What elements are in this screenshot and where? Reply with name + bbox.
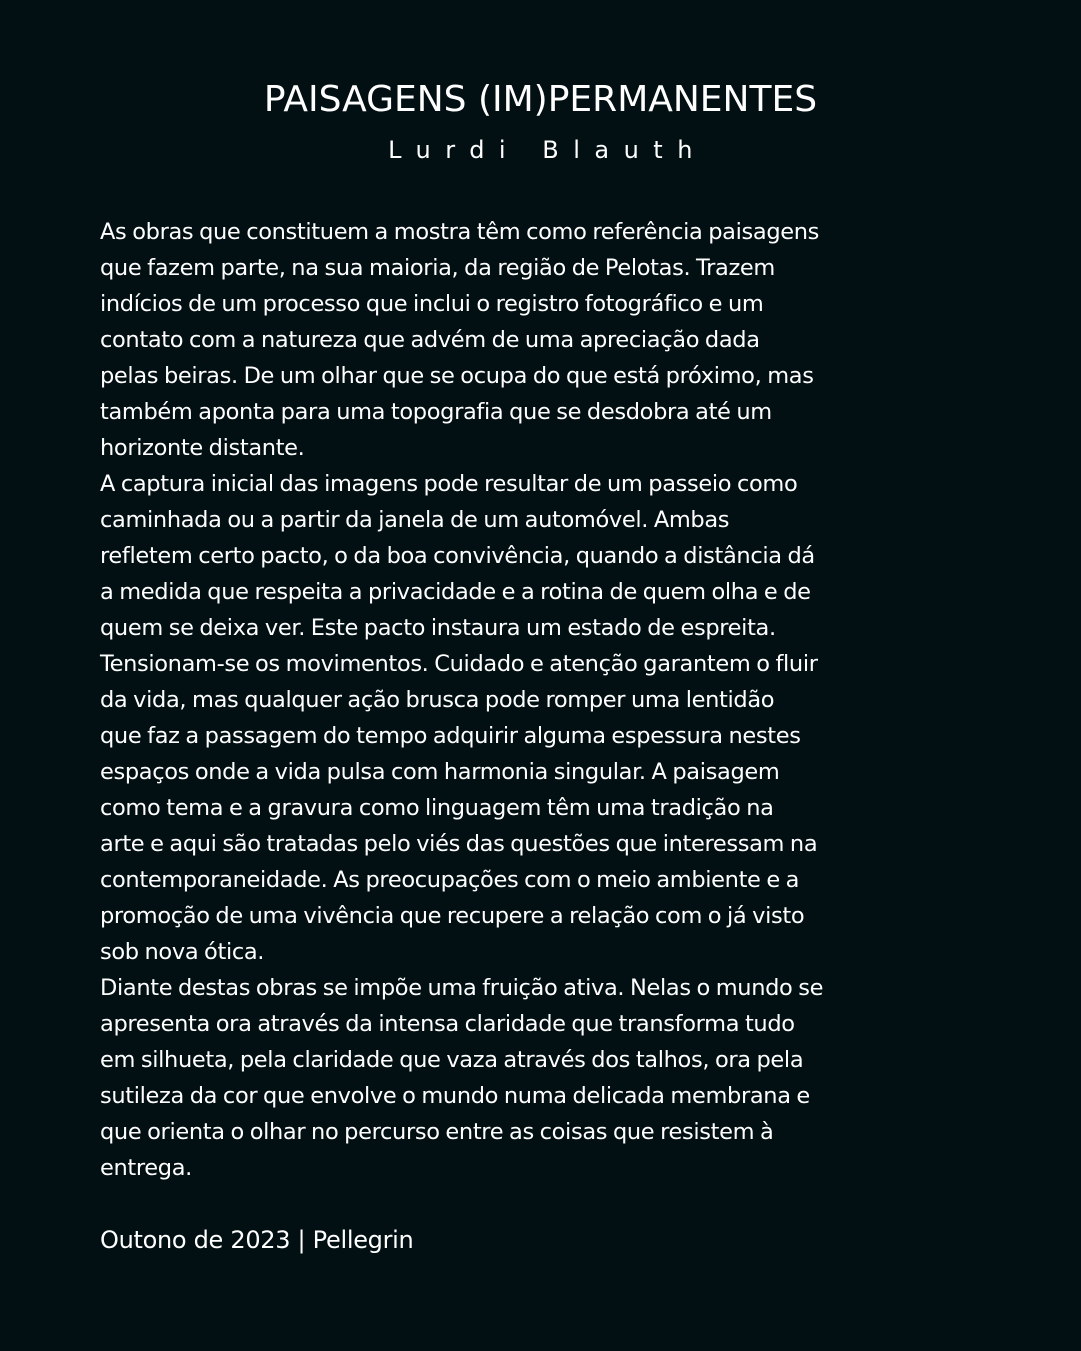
statement-line: refletem certo pacto, o da boa convivência, quando a distância dá: [100, 543, 815, 569]
statement-line: que faz a passagem do tempo adquirir alguma espessura nestes: [100, 723, 801, 749]
statement-line: que fazem parte, na sua maioria, da região de Pelotas. Trazem: [100, 255, 775, 281]
exhibition-statement: [100, 214, 1005, 1186]
statement-line: As obras que constituem a mostra têm como referência paisagens: [100, 219, 820, 245]
statement-line: A captura inicial das imagens pode resultar de um passeio como: [100, 471, 798, 497]
statement-line: arte e aqui são tratadas pelo viés das questões que interessam na: [100, 831, 818, 857]
statement-line: promoção de uma vivência que recupere a relação com o já visto: [100, 903, 805, 929]
statement-line: espaços onde a vida pulsa com harmonia singular. A paisagem: [100, 759, 780, 785]
statement-line: caminhada ou a partir da janela de um automóvel. Ambas: [100, 507, 730, 533]
statement-line: apresenta ora através da intensa claridade que transforma tudo: [100, 1011, 795, 1037]
statement-line: a medida que respeita a privacidade e a rotina de quem olha e de: [100, 579, 811, 605]
statement-line: também aponta para uma topografia que se desdobra até um: [100, 399, 772, 425]
statement-line: como tema e a gravura como linguagem têm uma tradição na: [100, 795, 774, 821]
signature-line: Outono de 2023 | Pellegrin: [100, 1226, 414, 1254]
statement-line: pelas beiras. De um olhar que se ocupa do que está próximo, mas: [100, 363, 814, 389]
statement-line: que orienta o olhar no percurso entre as coisas que resistem à: [100, 1119, 774, 1145]
statement-line: Tensionam-se os movimentos. Cuidado e atenção garantem o fluir: [100, 651, 818, 677]
statement-line: quem se deixa ver. Este pacto instaura um estado de espreita.: [100, 615, 776, 641]
statement-line: sob nova ótica.: [100, 939, 265, 965]
statement-line: entrega.: [100, 1155, 192, 1181]
author-name: Lurdi Blauth: [388, 136, 707, 164]
statement-line: sutileza da cor que envolve o mundo numa delicada membrana e: [100, 1083, 810, 1109]
statement-line: Diante destas obras se impõe uma fruição ativa. Nelas o mundo se: [100, 975, 824, 1001]
statement-line: em silhueta, pela claridade que vaza através dos talhos, ora pela: [100, 1047, 804, 1073]
statement-line: contato com a natureza que advém de uma apreciação dada: [100, 327, 760, 353]
page-title: PAISAGENS (IM)PERMANENTES: [263, 79, 818, 120]
statement-line: horizonte distante.: [100, 435, 305, 461]
statement-line: contemporaneidade. As preocupações com o meio ambiente e a: [100, 867, 800, 893]
statement-line: da vida, mas qualquer ação brusca pode romper uma lentidão: [100, 687, 775, 713]
statement-line: indícios de um processo que inclui o registro fotográfico e um: [100, 291, 764, 317]
